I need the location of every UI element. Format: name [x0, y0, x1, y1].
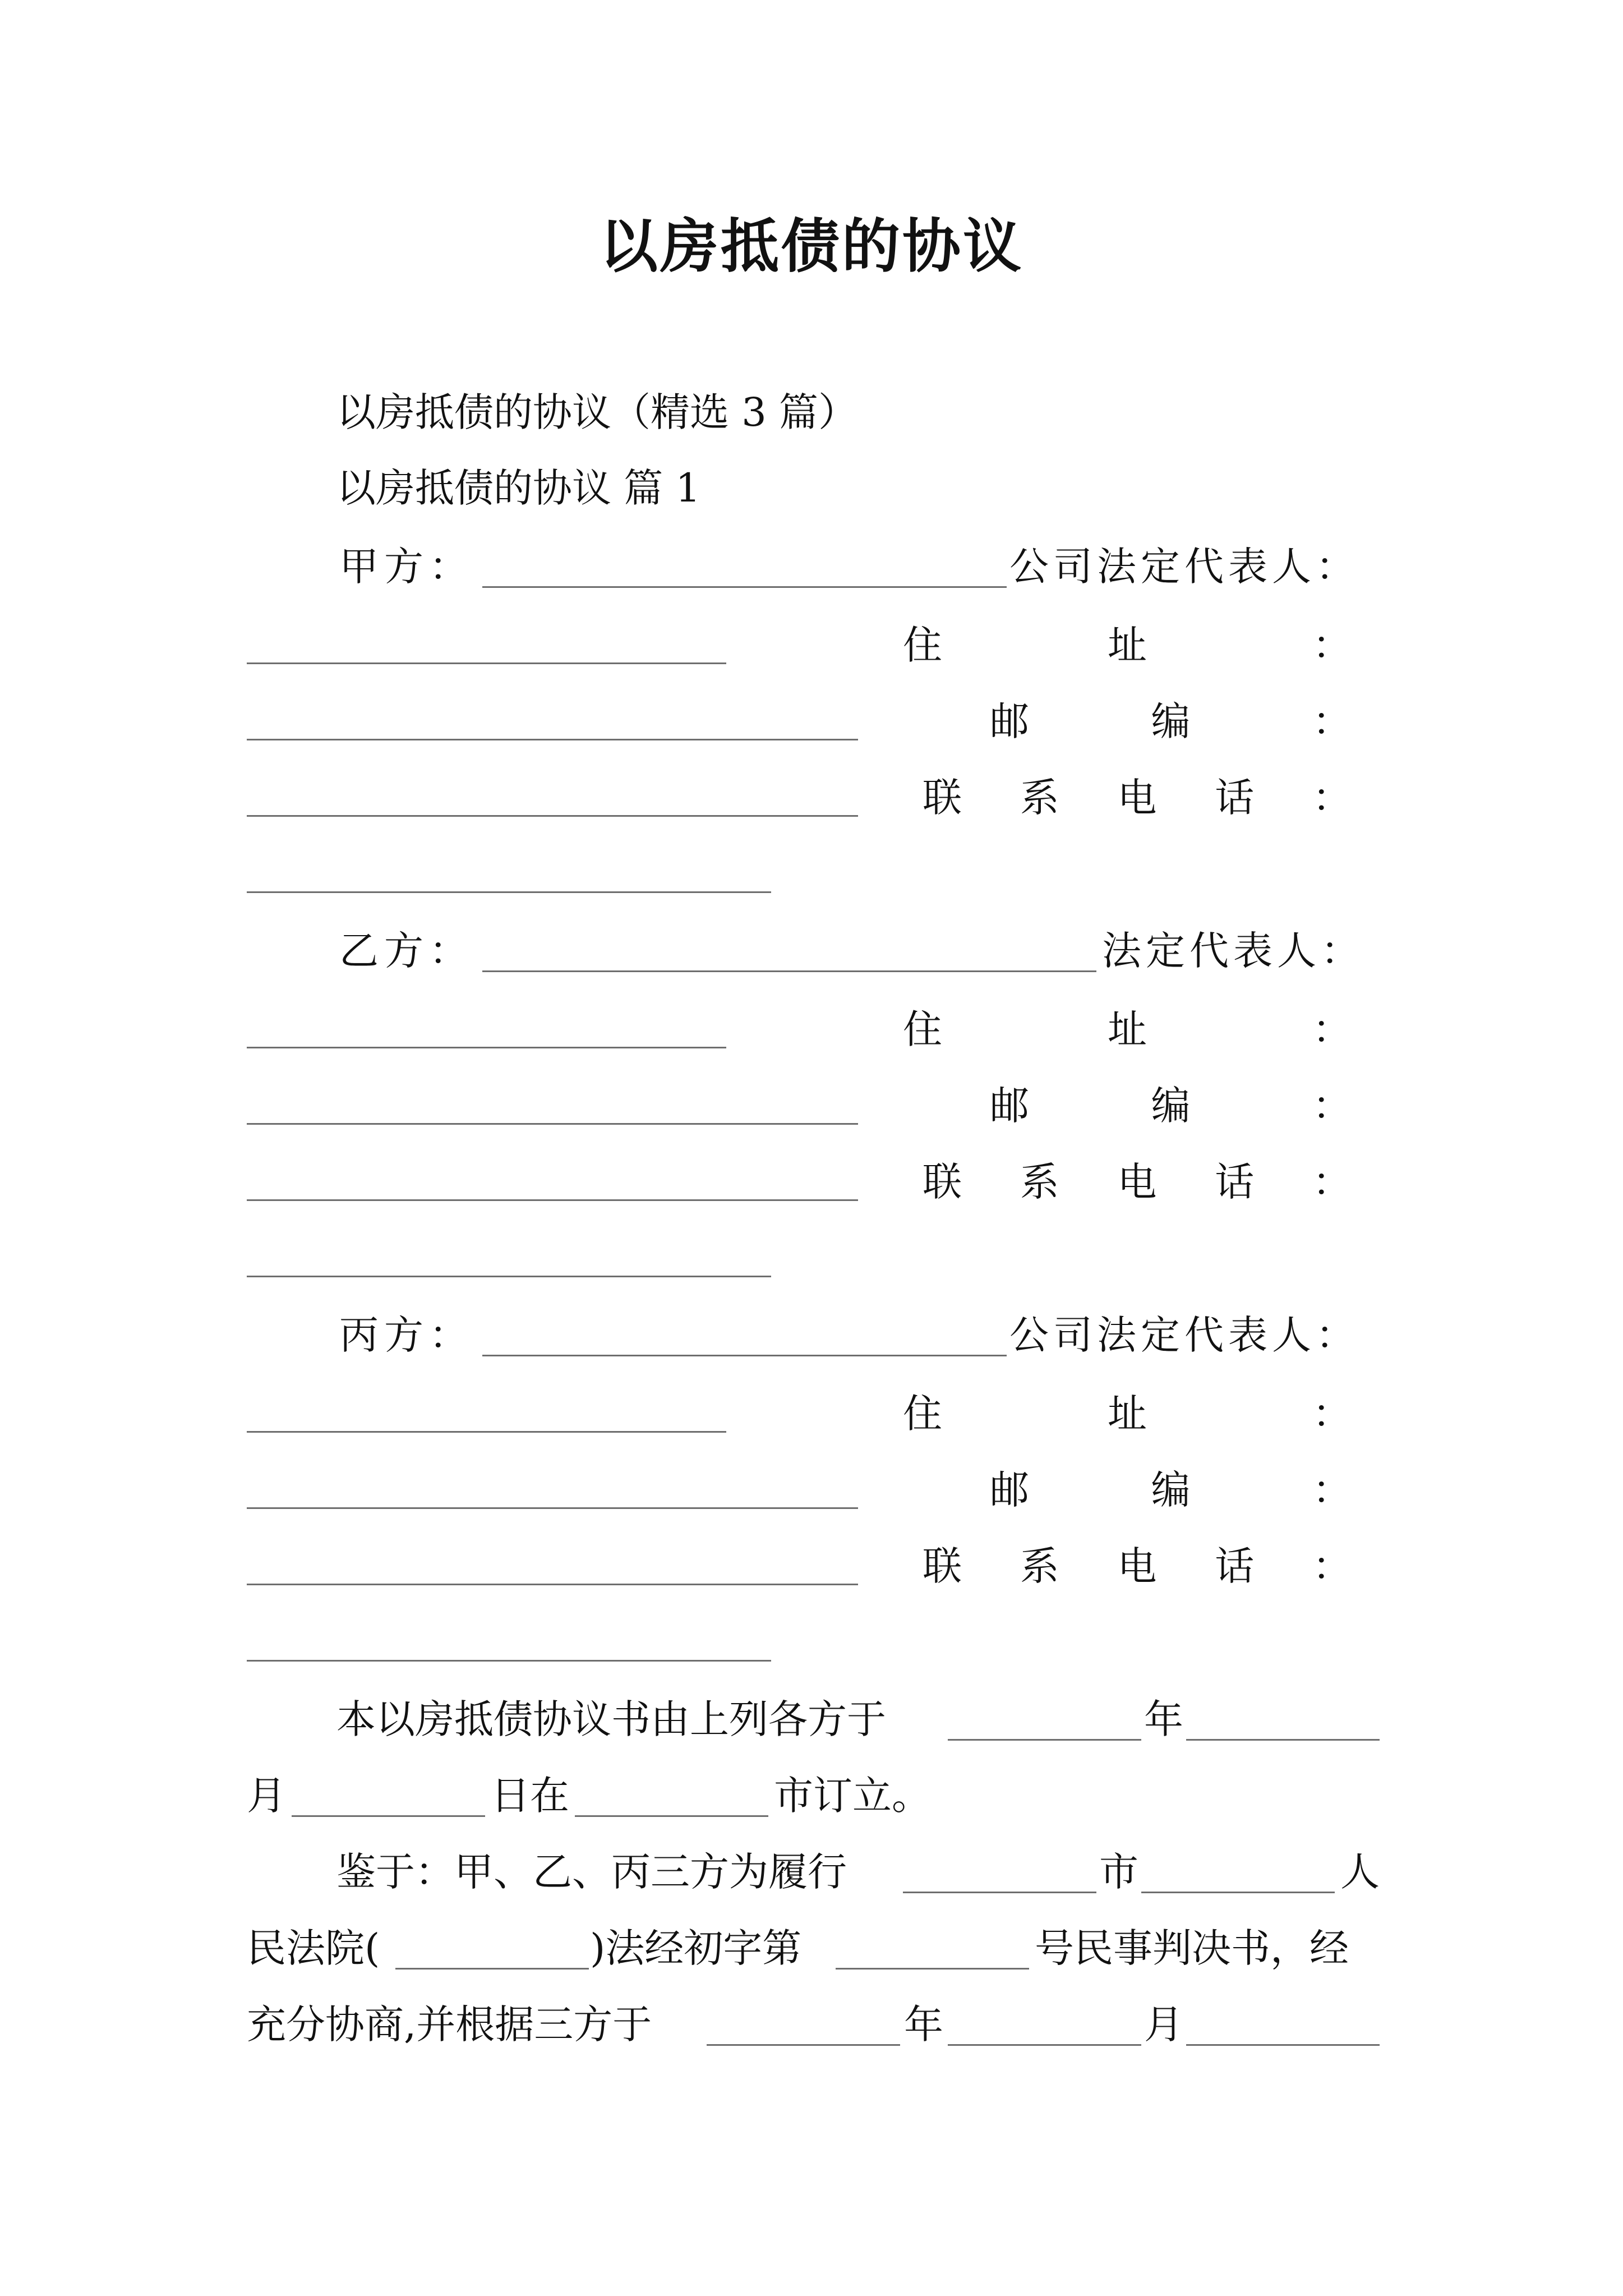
party-b-postcode-char: 编 [1151, 1083, 1191, 1129]
party-c-rep-label: 公司法定代表人： [1009, 1312, 1359, 1358]
party-a-phone-char: 电 [1117, 775, 1157, 821]
party-c-label: 丙方： [339, 1312, 474, 1358]
party-a-phone-label [923, 775, 1352, 821]
party-c-address-char: 址 [1108, 1391, 1147, 1437]
body-text: 充分协商,并根据三方于 [247, 2001, 652, 2047]
body-text: 市 [1099, 1849, 1138, 1895]
party-c-name-blank [482, 1355, 1007, 1356]
party-b-phone-colon: ： [1312, 1159, 1352, 1205]
body-text: 鉴于：甲、乙、丙三方为履行 [336, 1849, 847, 1895]
party-a-postcode-char: 编 [1151, 698, 1191, 744]
court-name-blank [1141, 1892, 1335, 1893]
party-a-postcode-blank [247, 815, 858, 817]
party-a-phone-char: 话 [1215, 775, 1255, 821]
city-blank [575, 1815, 768, 1817]
party-a-postcode-label [990, 698, 1352, 744]
party-b-phone-label [923, 1159, 1352, 1205]
party-c-postcode-colon: ： [1312, 1467, 1352, 1513]
party-c-phone-colon: ： [1312, 1543, 1352, 1589]
party-c-postcode-char: 邮 [990, 1467, 1029, 1513]
body-text: 年 [904, 2001, 943, 2047]
party-a-name-blank [482, 586, 1007, 588]
party-b-phone-char: 话 [1215, 1159, 1255, 1205]
party-b-phone-char: 联 [923, 1159, 962, 1205]
court-city-blank [903, 1892, 1096, 1893]
body-text: 号民事判决书，经 [1035, 1925, 1349, 1971]
body-text: 民法院( [247, 1925, 380, 1971]
party-b-address-colon: ： [1312, 1006, 1352, 1052]
party-a-address-char: 住 [903, 622, 942, 668]
party-b-phone-blank [247, 1276, 771, 1277]
party-b-label: 乙方： [339, 928, 474, 974]
case-number-blank [836, 1968, 1029, 1970]
body-text: 日在 [491, 1773, 569, 1819]
month-blank [1186, 1739, 1380, 1741]
party-b-name-blank [482, 970, 1096, 972]
party-b-address-blank [247, 1123, 858, 1125]
party-b-address-label [903, 1006, 1352, 1052]
body-text: 年 [1144, 1696, 1183, 1742]
party-b-postcode-blank [247, 1199, 858, 1201]
case-year-blank [395, 1968, 589, 1970]
party-c-phone-char: 电 [1117, 1543, 1157, 1589]
party-c-phone-label [923, 1543, 1352, 1589]
part-heading: 以房抵债的协议 篇 1 [336, 465, 701, 511]
party-b-postcode-char: 邮 [990, 1083, 1029, 1129]
party-c-rep-blank [247, 1431, 726, 1433]
party-b-rep-label: 法定代表人： [1102, 928, 1364, 974]
party-a-label: 甲方： [339, 544, 474, 590]
party-a-address-char: 址 [1108, 622, 1147, 668]
body-text: )法经初字第 [590, 1925, 802, 1971]
party-b-address-char: 址 [1108, 1006, 1147, 1052]
party-c-address-char: 住 [903, 1391, 942, 1437]
party-a-address-label [903, 622, 1352, 668]
agreement-year-blank [707, 2044, 900, 2046]
body-text: 月 [247, 1773, 286, 1819]
body-text: 月 [1144, 2001, 1183, 2047]
body-text: 人 [1340, 1849, 1380, 1895]
party-c-phone-blank [247, 1660, 771, 1662]
party-a-phone-blank [247, 891, 771, 893]
year-blank [948, 1739, 1141, 1741]
party-a-phone-colon: ： [1312, 775, 1352, 821]
party-b-phone-char: 系 [1020, 1159, 1059, 1205]
party-b-address-char: 住 [903, 1006, 942, 1052]
subtitle: 以房抵债的协议（精选 3 篇） [336, 389, 858, 435]
party-c-postcode-char: 编 [1151, 1467, 1191, 1513]
party-a-rep-blank [247, 662, 726, 664]
body-text: 市订立。 [774, 1773, 931, 1819]
party-b-rep-blank [247, 1047, 726, 1048]
party-b-postcode-label [990, 1083, 1352, 1129]
party-a-rep-label: 公司法定代表人： [1009, 544, 1359, 590]
document-title: 以房抵债的协议 [599, 212, 1023, 280]
party-c-phone-char: 话 [1215, 1543, 1255, 1589]
party-a-phone-char: 联 [923, 775, 962, 821]
party-c-address-blank [247, 1507, 858, 1509]
body-text: 本以房抵债协议书由上列各方于 [336, 1696, 886, 1742]
party-c-phone-char: 联 [923, 1543, 962, 1589]
party-c-phone-char: 系 [1020, 1543, 1059, 1589]
party-b-postcode-colon: ： [1312, 1083, 1352, 1129]
party-c-postcode-blank [247, 1584, 858, 1585]
party-a-postcode-char: 邮 [990, 698, 1029, 744]
party-a-address-blank [247, 739, 858, 740]
party-c-address-label [903, 1391, 1352, 1437]
party-c-postcode-label [990, 1467, 1352, 1513]
party-a-address-colon: ： [1312, 622, 1352, 668]
day-blank [292, 1815, 485, 1817]
party-a-phone-char: 系 [1020, 775, 1059, 821]
party-b-phone-char: 电 [1117, 1159, 1157, 1205]
party-a-postcode-colon: ： [1312, 698, 1352, 744]
agreement-month-blank [948, 2044, 1141, 2046]
party-c-address-colon: ： [1312, 1391, 1352, 1437]
agreement-day-blank [1186, 2044, 1380, 2046]
